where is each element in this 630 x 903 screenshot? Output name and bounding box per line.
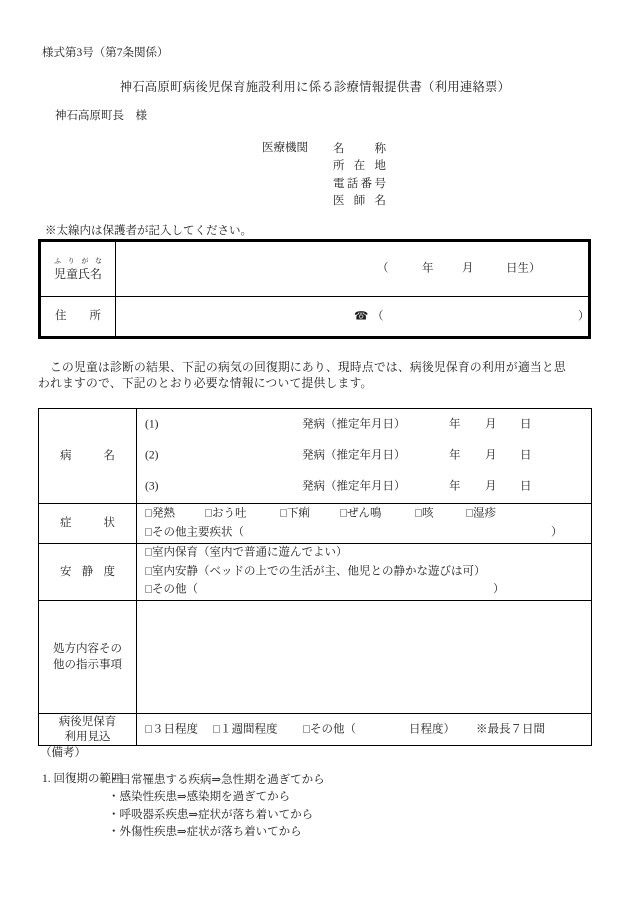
checkbox-3-days: □３日程度 — [145, 723, 198, 736]
disease-2-year: 年 — [449, 449, 461, 462]
disease-2-onset: 発病（推定年月日） — [302, 449, 406, 462]
furigana-ruby: ふりがな — [54, 256, 102, 265]
symptom-other-paren-close: ） — [551, 526, 563, 539]
medical-institution-block — [262, 141, 386, 211]
child-name-input-area — [116, 242, 588, 296]
disease-1-num: (1) — [145, 418, 159, 431]
usage-label-cell — [39, 714, 137, 745]
checkbox-diarrhea: □下痢 — [280, 507, 310, 520]
med-field-address: 所在地 — [333, 160, 386, 173]
checkbox-indoor-rest: □室内安静（ベッドの上での生活が主、他児との静かな遊びは可） — [145, 565, 486, 578]
disease-line-3 — [137, 472, 591, 503]
rest-other-paren-close: ） — [493, 584, 505, 597]
symptom-label: 症状 — [60, 517, 115, 530]
child-name-row — [41, 242, 588, 297]
med-field-phone: 電話番号 — [333, 177, 386, 190]
footnote-item-3: ・呼吸器系疾患⇒症状が落ち着いてから — [108, 808, 314, 821]
disease-3-month: 月 — [485, 480, 497, 493]
checkbox-1-week: □１週間程度 — [213, 723, 278, 736]
page-title: 神石高原町病後児保育施設利用に係る診療情報提供書（利用連絡票） — [119, 80, 511, 94]
disease-2-day: 日 — [520, 449, 532, 462]
birth-day-label: 日生） — [506, 262, 541, 275]
disease-label: 病名 — [60, 449, 115, 462]
addressee: 神石高原町長 様 — [55, 110, 147, 122]
phone-paren-close: ） — [578, 310, 590, 323]
checkbox-fever: □発熱 — [145, 507, 175, 520]
usage-label-line2: 利用見込 — [64, 730, 111, 743]
checkbox-wheezing: □ぜん鳴 — [340, 507, 382, 520]
disease-1-day: 日 — [520, 418, 532, 431]
checkbox-usage-other: □その他（ — [303, 723, 356, 736]
form-number: 様式第3号（第7条関係） — [42, 47, 169, 59]
checkbox-other-symptom: □その他主要疾状（ — [145, 526, 244, 539]
address-row — [41, 297, 588, 336]
disease-content-cell — [137, 409, 591, 503]
rest-option-2 — [137, 563, 591, 582]
guardian-box — [38, 239, 591, 339]
guardian-entry-note: ※太線内は保護者が記入してください。 — [45, 225, 252, 237]
disease-2-month: 月 — [485, 449, 497, 462]
intro-paragraph — [38, 359, 594, 392]
intro-line-1: この児童は診断の結果、下記の病気の回復期にあり、現時点では、病後児保育の利用が適当と思 — [38, 360, 566, 374]
usage-estimate-row — [39, 714, 591, 745]
disease-line-1 — [137, 409, 591, 440]
phone-paren-open: （ — [372, 310, 384, 323]
address-label-cell — [41, 297, 116, 336]
child-name-label: 児童氏名 — [53, 266, 102, 281]
disease-1-month: 月 — [485, 418, 497, 431]
disease-line-2 — [137, 440, 591, 471]
disease-label-cell — [39, 409, 137, 503]
birth-paren-open: （ — [377, 262, 389, 275]
address-label: 住所 — [55, 310, 101, 323]
birth-month-label: 月 — [462, 262, 474, 275]
rest-option-other — [137, 581, 591, 600]
footnote-items — [108, 772, 325, 842]
medical-institution-fields — [333, 141, 386, 211]
footnote-heading: 1. 回復期の範囲 — [42, 773, 123, 785]
disease-row — [39, 409, 591, 504]
symptom-label-cell — [39, 504, 137, 543]
footnote-item-2: ・感染性疾患⇒感染期を過ぎてから — [108, 791, 291, 804]
disease-1-year: 年 — [449, 418, 461, 431]
rest-label: 安静度 — [60, 565, 115, 578]
checkbox-indoor-care: □室内保育（室内で普通に遊んでよい） — [145, 546, 348, 559]
checkbox-vomiting: □おう吐 — [205, 507, 247, 520]
footnote-item-4: ・外傷性疾患⇒症状が落ち着いてから — [108, 826, 302, 839]
usage-options-line — [137, 714, 591, 745]
prescription-content-cell — [137, 601, 591, 713]
birth-year-label: 年 — [422, 262, 434, 275]
address-input-area — [116, 297, 588, 336]
checkbox-rash: □湿疹 — [466, 507, 496, 520]
medical-info-table — [38, 408, 592, 746]
usage-max-note: ※最長７日間 — [476, 723, 545, 736]
disease-3-day: 日 — [520, 480, 532, 493]
disease-3-num: (3) — [145, 480, 159, 493]
symptom-other-line — [137, 524, 591, 544]
usage-days-unit: 日程度） — [409, 723, 455, 736]
rest-content-cell — [137, 544, 591, 600]
usage-content-cell — [137, 714, 591, 745]
prescription-label-line2: 他の指示事項 — [53, 659, 122, 671]
rest-label-cell — [39, 544, 137, 600]
checkbox-rest-other: □その他（ — [145, 584, 198, 597]
med-field-doctor: 医師名 — [333, 195, 386, 208]
symptom-content-cell — [137, 504, 591, 543]
intro-line-2: われますので、下記のとおり必要な情報について提供します。 — [38, 376, 373, 391]
remarks-label: （備考） — [40, 747, 86, 759]
usage-label-line1: 病後児保育 — [58, 715, 117, 728]
disease-2-num: (2) — [145, 449, 159, 462]
symptom-check-line — [137, 504, 591, 524]
checkbox-cough: □咳 — [415, 507, 434, 520]
symptom-row — [39, 504, 591, 544]
child-name-label-cell — [41, 242, 116, 296]
prescription-row — [39, 601, 591, 714]
medical-institution-label: 医療機関 — [262, 142, 308, 154]
phone-icon: ☎ — [354, 310, 369, 323]
med-field-name: 名称 — [333, 143, 386, 155]
disease-3-year: 年 — [449, 480, 461, 493]
disease-3-onset: 発病（推定年月日） — [302, 480, 406, 493]
rest-level-row — [39, 544, 591, 601]
prescription-label-line1: 処方内容その — [53, 643, 122, 655]
prescription-label-cell — [39, 601, 137, 713]
footnote-item-1: ・日常罹患する疾病⇒急性期を過ぎてから — [108, 774, 325, 786]
disease-1-onset: 発病（推定年月日） — [302, 418, 406, 431]
rest-option-1 — [137, 544, 591, 563]
